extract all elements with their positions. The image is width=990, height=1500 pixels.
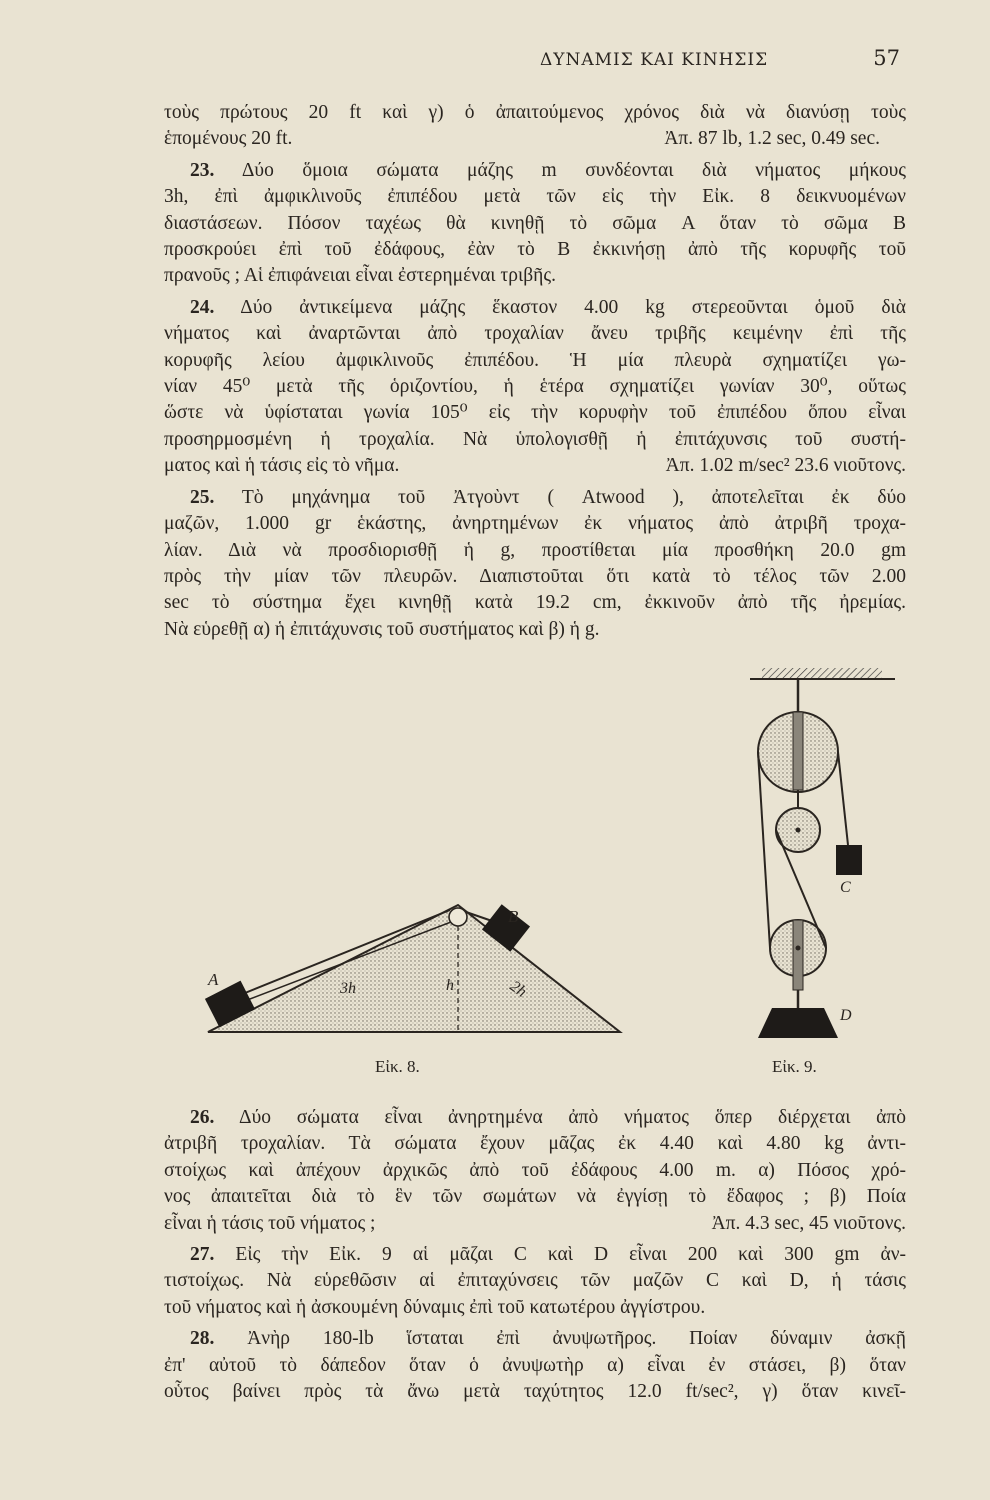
text-line: sec τὸ σύστημα ἔχει κινηθῇ κατὰ 19.2 cm, ἐκκινοῦν ἀπὸ τῆς ἠρεμίας. [164, 592, 906, 614]
text-line: νος ἀπαιτεῖται διὰ τὸ ἓν τῶν σωμάτων νὰ ἐγγίσῃ τὸ ἔδαφος ; β) Ποία [164, 1186, 906, 1208]
problem-25 [164, 485, 906, 643]
label-2h: 2h [506, 977, 530, 1001]
problem-number: 24. [190, 296, 215, 318]
text-line: μαζῶν, 1.000 gr ἑκάστης, ἀνηρτημένων ἐκ νήματος ἀπὸ ἀτριβῆ τροχα- [164, 513, 906, 535]
text-line: ἐπ' αὐτοῦ τὸ δάπεδον ὅταν ὁ ἀνυψωτὴρ α) εἶναι ἐν στάσει, β) ὅταν [164, 1354, 906, 1376]
text-line: τοὺς πρώτους 20 ft καὶ γ) ὁ ἀπαιτούμενος χρόνος διὰ νὰ διανύσῃ τοὺς [164, 102, 906, 123]
label-b: B [508, 907, 519, 926]
upper-text [164, 100, 906, 643]
text-line: στοίχως καὶ ἀπέχουν ἀρχικῶς ἀπὸ τοῦ ἐδάφους 4.00 m. α) Πόσος χρό- [164, 1159, 906, 1181]
text-line [164, 126, 906, 152]
problem-number: 23. [190, 159, 215, 181]
text-line: Νὰ εὑρεθῇ α) ἡ ἐπιτάχυνσις τοῦ συστήματος καὶ β) ἡ g. [164, 618, 600, 640]
upper-pulley-strap [793, 712, 803, 790]
text-line: τιστοίχως. Νὰ εὑρεθῶσιν αἱ ἐπιταχύνσεις τῶν μαζῶν C καὶ D, ἡ τάσις [164, 1270, 906, 1292]
mass-d [758, 1008, 838, 1038]
text-line-part: Δύο σώματα εἶναι ἀνηρτημένα ἀπὸ νήματος ὅπερ διέρχεται ἀπὸ [239, 1107, 906, 1128]
problem-number: 27. [190, 1244, 215, 1266]
text-line [164, 1326, 906, 1352]
text-line [164, 485, 906, 511]
page-number: 57 [873, 46, 900, 70]
text-line: 3h, ἐπὶ ἀμφικλινοῦς ἐπιπέδου μετὰ τῶν εἰς τὴν Εἰκ. 8 δεικνυομένων [164, 186, 906, 208]
text-line: προσηρμοσμένη ἡ τροχαλία. Νὰ ὑπολογισθῇ ἡ ἐπιτάχυνσις τοῦ συστή- [164, 428, 906, 450]
problem-28 [164, 1326, 906, 1405]
figure-9-caption: Εἰκ. 9. [772, 1057, 817, 1076]
lower-pulley-axle [796, 946, 801, 951]
text-line: ὥστε νὰ ὑφίσταται γωνία 105⁰ εἰς τὴν κορυφὴν τοῦ ἐπιπέδου ὅπου εἶναι [164, 402, 906, 424]
text-line: νήματος καὶ ἀναρτῶνται ἀπὸ τροχαλίαν ἄνευ τριβῆς κειμένην ἐπὶ τῆς [164, 323, 906, 345]
text-line: πρανοῦς ; Αἱ ἐπιφάνειαι εἶναι ἐστερημέναι τριβῆς. [164, 265, 556, 287]
problem-number: 28. [190, 1328, 215, 1350]
text-line: πρὸς τὴν μίαν τῶν πλευρῶν. Διαπιστοῦται ὅτι κατὰ τὸ τέλος τῶν 2.00 [164, 565, 906, 587]
problem-26 [164, 1105, 906, 1237]
text-line [164, 1242, 906, 1268]
problem-27 [164, 1242, 906, 1321]
text-line [164, 453, 906, 479]
label-d: D [840, 1007, 852, 1024]
answer: Ἀπ. 1.02 m/sec² 23.6 νιοῦτονς. [665, 455, 906, 477]
text-line: ἀτριβῆ τροχαλίαν. Τὰ σώματα ἔχουν μᾶζας ἐκ 4.40 καὶ 4.80 kg ἀντι- [164, 1133, 906, 1155]
problem-number: 25. [190, 486, 215, 508]
continuation-paragraph [164, 100, 906, 153]
text-line-part: Εἰς τὴν Εἰκ. 9 αἱ μᾶζαι C καὶ D εἶναι 200 καὶ 300 gm ἀν- [235, 1244, 907, 1266]
answer: Ἀπ. 4.3 sec, 45 νιοῦτονς. [711, 1212, 906, 1234]
text-line: τοῦ νήματος καὶ ἡ ἀσκουμένη δύναμις ἐπὶ τοῦ κατωτέρου ἀγγίστρου. [164, 1296, 706, 1318]
text-line: διαστάσεων. Πόσον ταχέως θὰ κινηθῇ τὸ σῶμα A ὅταν τὸ σῶμα B [164, 212, 906, 234]
text-line-part: ἑπομένους 20 ft. [164, 128, 293, 150]
label-h: h [446, 977, 454, 994]
lower-pulley-strap [793, 920, 803, 990]
apex-pulley [449, 908, 467, 926]
middle-pulley-axle [796, 828, 801, 833]
rope-right [838, 752, 848, 845]
text-line: κορυφῆς λείου ἀμφικλινοῦς ἐπιπέδου. Ἡ μία πλευρὰ σχηματίζει γω- [164, 349, 906, 371]
running-head [540, 46, 900, 70]
text-line-part: ματος καὶ ἡ τάσις εἰς τὸ νῆμα. [164, 455, 400, 477]
lower-text [164, 1105, 906, 1405]
text-line: προσκρούει ἐπὶ τοῦ ἐδάφους, ἐὰν τὸ B ἐκκινήσῃ ἀπὸ τῆς κορυφῆς τοῦ [164, 239, 906, 261]
text-line-part: Δύο ὅμοια σώματα μάζης m συνδέονται διὰ νήματος μήκους [241, 159, 906, 181]
text-line [164, 1105, 906, 1131]
text-line [164, 295, 906, 321]
text-line [164, 158, 906, 184]
text-line: οὗτος βαίνει πρὸς τὰ ἄνω μετὰ ταχύτητος 12.0 ft/sec², γ) ὅταν κινεῖ- [164, 1381, 906, 1403]
text-line [164, 1211, 906, 1237]
answer: Ἀπ. 87 lb, 1.2 sec, 0.49 sec. [664, 128, 880, 150]
figures-area [150, 660, 910, 1080]
problem-23 [164, 158, 906, 290]
text-line: νίαν 45⁰ μετὰ τῆς ὁριζοντίου, ἡ ἑτέρα σχηματίζει γωνίαν 30⁰, οὕτως [164, 376, 906, 398]
label-a: A [208, 970, 219, 989]
label-c: C [840, 879, 851, 896]
mass-c [836, 845, 862, 875]
text-line-part: Ἀνὴρ 180-lb ἵσταται ἐπὶ ἀνυψωτῆρος. Ποίαν δύναμιν ἀσκῇ [247, 1328, 907, 1350]
figure-9-pulley-system [750, 668, 895, 1038]
text-line-part: εἶναι ἡ τάσις τοῦ νήματος ; [164, 1212, 376, 1234]
running-title: ΔΥΝΑΜΙΣ ΚΑΙ ΚΙΝΗΣΙΣ [540, 50, 769, 70]
ceiling [762, 668, 882, 678]
text-line-part: Δύο ἀντικείμενα μάζης ἕκαστον 4.00 kg στερεοῦνται ὁμοῦ διὰ [240, 296, 906, 318]
figure-8-caption: Εἰκ. 8. [375, 1057, 420, 1076]
problem-number: 26. [190, 1107, 215, 1128]
rope-left [758, 752, 770, 948]
figure-8-double-incline [150, 660, 910, 1080]
label-3h: 3h [340, 980, 356, 997]
problem-24 [164, 295, 906, 480]
text-line-part: Τὸ μηχάνημα τοῦ Ἀτγοὺντ ( Atwood ), ἀποτελεῖται ἐκ δύο [241, 486, 906, 508]
text-line: λίαν. Διὰ νὰ προσδιορισθῇ ἡ g, προστίθεται μία προσθήκη 20.0 gm [164, 539, 906, 561]
